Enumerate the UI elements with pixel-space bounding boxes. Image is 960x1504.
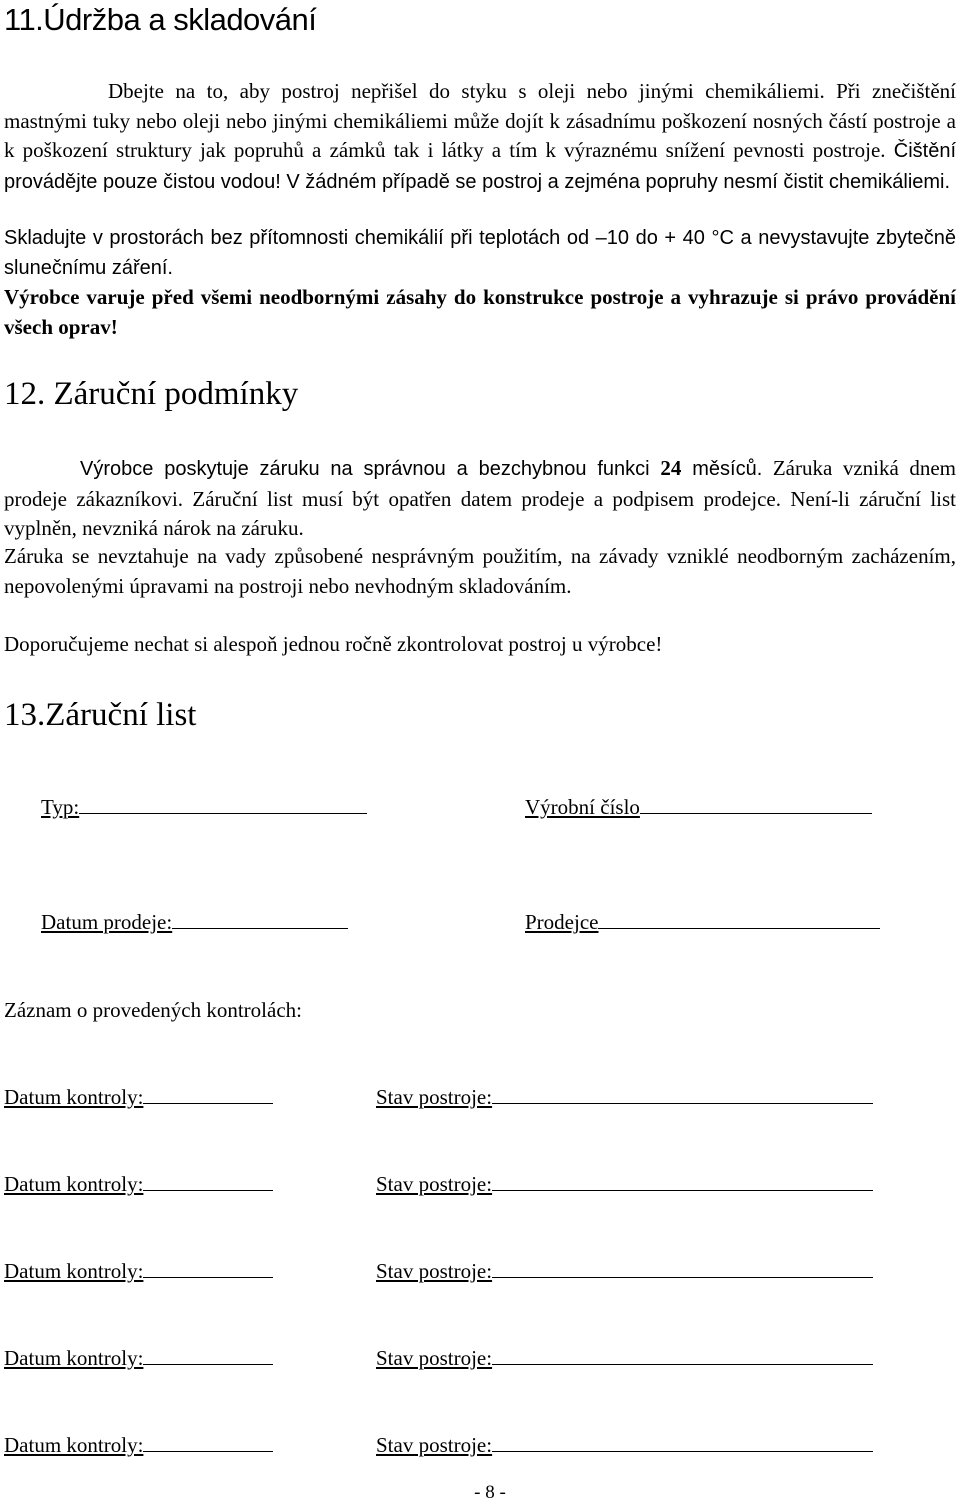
section-11-p1-text: Dbejte na to, aby postroj nepřišel do styku s oleji nebo jinými chemikáliemi. Při znečištění mastnými tuky nebo oleji nebo jinými chemikáliemi může dojít k zásadnímu poškození nosných částí postroje a k poškození struktury jak popruhů a zámků tak i látky a tím k výraznému snížení pevnosti postroje. [4, 79, 956, 162]
field-datum-kontroly[interactable] [4, 1346, 273, 1371]
field-datum-kontroly-line [143, 1276, 273, 1278]
zaznam-label [4, 998, 302, 1023]
section-11-paragraph-3: Výrobce varuje před všemi neodbornými zásahy do konstrukce postroje a vyhrazuje si právo provádění všech oprav! [4, 285, 956, 339]
section-11-paragraph-1 [4, 77, 956, 197]
field-stav-postroje[interactable] [376, 1346, 873, 1371]
field-stav-postroje-label: Stav postroje: [376, 1346, 493, 1370]
section-13-heading: 13.Záruční list [4, 697, 197, 733]
field-datum-kontroly-label: Datum kontroly: [4, 1172, 144, 1196]
field-stav-postroje-label: Stav postroje: [376, 1433, 493, 1457]
field-stav-postroje-label: Stav postroje: [376, 1085, 493, 1109]
field-stav-postroje[interactable] [376, 1172, 873, 1197]
field-stav-postroje-line [492, 1102, 873, 1104]
section-12-p1-a: Výrobce poskytuje záruku na správnou a bezchybnou funkci [80, 458, 661, 480]
section-12-p1-bold: 24 [660, 456, 682, 480]
field-datum-kontroly[interactable] [4, 1085, 273, 1110]
field-stav-postroje-line [492, 1363, 873, 1365]
field-datum-kontroly[interactable] [4, 1172, 273, 1197]
field-stav-postroje-label: Stav postroje: [376, 1172, 493, 1196]
field-prodejce-label: Prodejce [525, 910, 599, 934]
field-prodejce[interactable] [525, 910, 880, 935]
section-12-heading: 12. Záruční podmínky [4, 376, 299, 412]
field-typ-label: Typ: [41, 795, 80, 819]
section-12-paragraph-1 [4, 454, 956, 544]
field-stav-postroje-line [492, 1450, 873, 1452]
field-datum-kontroly-line [143, 1450, 273, 1452]
field-datum-prodeje[interactable] [41, 910, 348, 935]
page-number: - 8 - [474, 1482, 506, 1503]
field-datum-kontroly-line [143, 1189, 273, 1191]
field-datum-prodeje-label: Datum prodeje: [41, 910, 173, 934]
field-vyrobni-cislo-label: Výrobní číslo [525, 795, 640, 819]
field-vyrobni-cislo[interactable] [525, 795, 872, 820]
field-stav-postroje-line [492, 1276, 873, 1278]
zaznam-text: Záznam o provedených kontrolách: [4, 998, 302, 1022]
field-datum-prodeje-line [172, 927, 348, 929]
section-12-p1-b: měsíců. [681, 458, 763, 480]
section-11-p1b-text: Čištění provádějte pouze čistou vodou! V žádném případě se postroj a zejména popruhy nesmí čistit chemikáliemi. [4, 140, 956, 193]
section-11-paragraph-2: Skladujte v prostorách bez přítomnosti chemikálií při teplotách od –10 do + 40 °C a nevystavujte zbytečně slunečnímu záření. [4, 227, 956, 279]
field-typ-line [79, 812, 367, 814]
field-datum-kontroly-line [143, 1363, 273, 1365]
field-stav-postroje[interactable] [376, 1433, 873, 1458]
field-typ[interactable] [41, 795, 367, 820]
field-datum-kontroly-label: Datum kontroly: [4, 1433, 144, 1457]
section-11-heading: 11.Údržba a skladování [4, 2, 317, 37]
field-stav-postroje[interactable] [376, 1259, 873, 1284]
field-datum-kontroly-label: Datum kontroly: [4, 1085, 144, 1109]
field-datum-kontroly[interactable] [4, 1259, 273, 1284]
section-12-p1-c: Záruka vzniká dnem prodeje zákazníkovi. Záruční list musí být opatřen datem prodeje a podpisem prodejce. Není-li záruční list vyplněn, nevzniká nárok na záruku. [4, 456, 957, 540]
field-stav-postroje[interactable] [376, 1085, 873, 1110]
field-vyrobni-cislo-line [640, 812, 872, 814]
field-datum-kontroly-label: Datum kontroly: [4, 1259, 144, 1283]
field-datum-kontroly-line [143, 1102, 273, 1104]
field-stav-postroje-label: Stav postroje: [376, 1259, 493, 1283]
field-prodejce-line [598, 927, 880, 929]
field-datum-kontroly-label: Datum kontroly: [4, 1346, 144, 1370]
section-12-paragraph-2: Záruka se nevztahuje na vady způsobené nesprávným použitím, na závady vzniklé neodborným zacházením, nepovolenými úpravami na postroji nebo nevhodným skladováním. [4, 544, 956, 598]
section-12-paragraph-3: Doporučujeme nechat si alespoň jednou ročně zkontrolovat postroj u výrobce! [4, 632, 663, 656]
field-stav-postroje-line [492, 1189, 873, 1191]
field-datum-kontroly[interactable] [4, 1433, 273, 1458]
